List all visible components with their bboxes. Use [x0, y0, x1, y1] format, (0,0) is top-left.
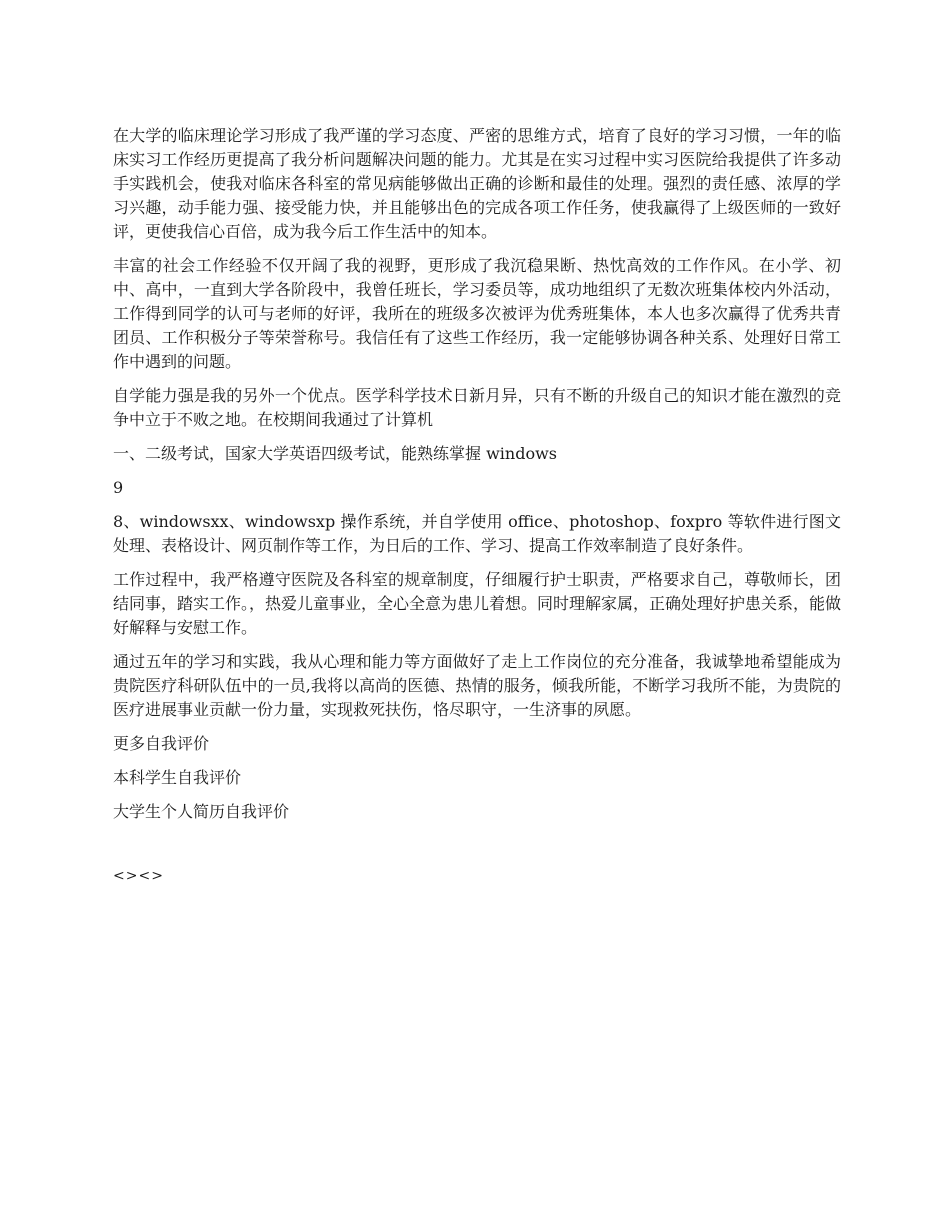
- paragraph-conclusion: 通过五年的学习和实践，我从心理和能力等方面做好了走上工作岗位的充分准备，我诚挚地希望能成为贵院医疗科研队伍中的一员,我将以高尚的医德、热情的服务，倾我所能，不断学习我所不能，为贵院的医疗进展事业贡献一份力量，实现救死扶伤，恪尽职守，一生济事的夙愿。: [113, 652, 841, 719]
- paragraph-work-process: 工作过程中，我严格遵守医院及各科室的规章制度，仔细履行护士职责，严格要求自己，尊敬师长，团结同事，踏实工作。，热爱儿童事业，全心全意为患儿着想。同时理解家属，正确处理好护患关系，能做好解释与安慰工作。: [113, 570, 842, 637]
- paragraph-number: 9: [113, 478, 124, 497]
- paragraph-self-learning: 自学能力强是我的另外一个优点。医学科学技术日新月异，只有不断的升级自己的知识才能在激烈的竞争中立于不败之地。在校期间我通过了计算机: [113, 386, 841, 429]
- page-navigation[interactable]: <><>: [113, 868, 164, 884]
- paragraph-clinical-study: 在大学的临床理论学习形成了我严谨的学习态度、严密的思维方式，培育了良好的学习习惯，一年的临床实习工作经历更提高了我分析问题解决问题的能力。尤其是在实习过程中实习医院给我提供了许多动手实践机会，使我对临床各科室的常见病能够做出正确的诊断和最佳的处理。强烈的责任感、浓厚的学习兴趣，动手能力强、接受能力快，并且能够出色的完成各项工作任务，使我赢得了上级医师的一致好评，更使我信心百倍，成为我今后工作生活中的知本。: [113, 126, 841, 241]
- link-resume-self-evaluation[interactable]: 大学生个人简历自我评价: [113, 802, 290, 821]
- paragraph-exams: 一、二级考试，国家大学英语四级考试，能熟练掌握 windows: [113, 444, 557, 463]
- link-more-self-evaluation[interactable]: 更多自我评价: [113, 734, 210, 753]
- link-undergraduate-self-evaluation[interactable]: 本科学生自我评价: [113, 768, 242, 787]
- paragraph-software-skills: 8、windowsxx、windowsxp 操作系统，并自学使用 office、photoshop、foxpro 等软件进行图文处理、表格设计、网页制作等工作，为日后的工作、学习、提高工作效率制造了良好条件。: [113, 512, 841, 555]
- paragraph-social-experience: 丰富的社会工作经验不仅开阔了我的视野，更形成了我沉稳果断、热忱高效的工作作风。在小学、初中、高中，一直到大学各阶段中，我曾任班长，学习委员等，成功地组织了无数次班集体校内外活动，工作得到同学的认可与老师的好评，我所在的班级多次被评为优秀班集体，本人也多次赢得了优秀共青团员、工作积极分子等荣誉称号。我信任有了这些工作经历，我一定能够协调各种关系、处理好日常工作中遇到的问题。: [113, 256, 841, 371]
- document-body: [113, 124, 841, 886]
